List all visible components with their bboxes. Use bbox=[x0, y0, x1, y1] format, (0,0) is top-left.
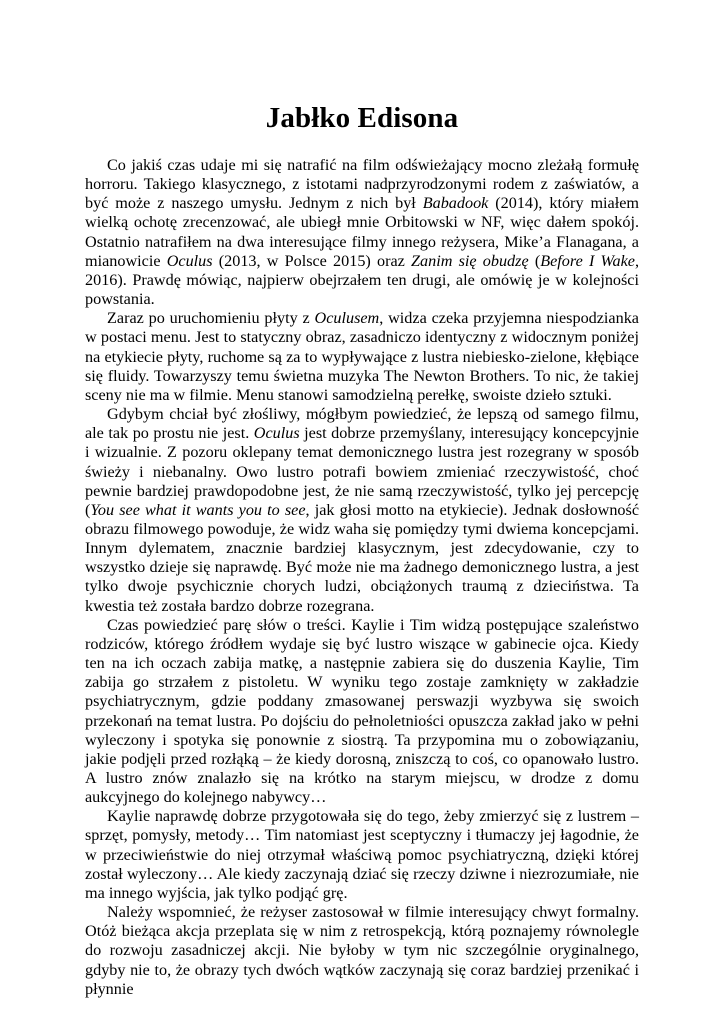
paragraph-text: jest dobrze przemyślany, interesujący koncepcyjnie i wizualnie. Z pozoru oklepany temat demonicznego lustra jest rozegrany w sposób świeży i niebanalny. Owo lustro potrafi bowiem zmieniać rzeczywistość, choć pewnie bardziej prawdopodobne jest, że nie samą rzeczywistość, tylko jej percepcję ( bbox=[85, 424, 639, 519]
italic-text: Before I Wake bbox=[540, 251, 635, 270]
paragraph-text: Zaraz po uruchomieniu płyty z bbox=[107, 309, 315, 328]
body-paragraph bbox=[85, 309, 639, 405]
paragraph-text: Kaylie naprawdę dobrze przygotowała się do tego, żeby zmierzyć się z lustrem – sprzęt, pomysły, metody… Tim natomiast jest sceptyczny i tłumaczy jej łagodnie, że w przeciwieństwie do niej otrzymał właściwą pomoc psychiatryczną, dzięki której został wyleczony… Ale kiedy zaczynają dziać się rzeczy dziwne i niezrozumiałe, nie ma innego wyjścia, jak tylko podjąć grę. bbox=[85, 807, 639, 902]
italic-text: Babadook bbox=[422, 194, 489, 213]
paragraph-text: , widza czeka przyjemna niespodzianka w postaci menu. Jest to statyczny obraz, zasadniczo identyczny z widocznym poniżej na etykiecie płyty, ruchome są za to wypływające z lustra niebiesko-zielone, kłębiące się fluidy. Towarzyszy temu świetna muzyka The Newton Brothers. To nic, że takiej sceny nie ma w filmie. Menu stanowi samodzielną perełkę, swoiste dzieło sztuki. bbox=[85, 309, 639, 404]
italic-text: Oculus bbox=[166, 251, 213, 270]
body-paragraph bbox=[85, 405, 639, 616]
body-paragraph bbox=[85, 156, 639, 309]
paragraph-text: ( bbox=[528, 251, 541, 270]
body-paragraph bbox=[85, 903, 639, 999]
paragraph-text: Czas powiedzieć parę słów o treści. Kaylie i Tim widzą postępujące szaleństwo rodziców, którego źródłem wydaje się być lustro wiszące w gabinecie ojca. Kiedy ten na ich oczach zabija matkę, a następnie zabiera się do duszenia Kaylie, Tim zabija go strzałem z pistoletu. W wyniku tego zostaje zamknięty w zakładzie psychiatrycznym, gdzie poddany zmasowanej perswazji wyzbywa się swoich przekonań na temat lustra. Po dojściu do pełnoletniości opuszcza zakład jako w pełni wyleczony i spotyka się ponownie z siostrą. Ta przypomina mu o zobowiązaniu, jakie podjęli przed rozłąką – że kiedy dorosną, zniszczą to coś, co opanowało lustro. A lustro znów znalazło się na krótko na starym miejscu, w drodze z domu aukcyjnego do kolejnego nabywcy… bbox=[85, 615, 639, 807]
italic-text: Oculusem bbox=[314, 309, 380, 328]
italic-text: Oculus bbox=[253, 424, 300, 443]
paragraph-text: Należy wspomnieć, że reżyser zastosował w filmie interesujący chwyt formalny. Otóż bieżąca akcja przeplata się w nim z retrospekcją, którą poznajemy równolegle do rozwoju zasadniczej akcji. Nie byłoby w tym nic szczególnie oryginalnego, gdyby nie to, że obrazy tych dwóch wątków zaczynają się coraz bardziej przenikać i płynnie bbox=[85, 903, 639, 998]
body-paragraph bbox=[85, 616, 639, 808]
italic-text: Zanim się obudzę bbox=[411, 251, 529, 270]
paragraph-text: (2014), który miałem wielką ochotę zrecenzować, ale ubiegł mnie Orbitowski w NF, więc dałem spokój. Ostatnio natrafiłem na dwa interesujące filmy innego reżysera, Mike’a Flanagana, a mianowicie bbox=[85, 194, 639, 270]
paragraph-text: (2013, w Polsce 2015) oraz bbox=[212, 251, 412, 270]
document-body bbox=[85, 156, 639, 999]
paragraph-text: Co jakiś czas udaje mi się natrafić na film odświeżający mocno zleżałą formułę horroru. Takiego klasycznego, z istotami nadprzyrodzonymi rodem z zaświatów, a być może z naszego umysłu. Jednym z nich był bbox=[85, 156, 639, 213]
document-title: Jabłko Edisona bbox=[265, 102, 459, 134]
body-paragraph bbox=[85, 807, 639, 903]
paragraph-text: , jak głosi motto na etykiecie). Jednak dosłowność obrazu filmowego powoduje, że widz waha się pomiędzy tymi dwiema koncepcjami. Innym dylematem, znacznie bardziej klasycznym, jest zdecydowanie, czy to wszystko dzieje się naprawdę. Być może nie ma żadnego demonicznego lustra, a jest tylko dwoje psychicznie chorych ludzi, obciążonych traumą z dzieciństwa. Ta kwestia też została bardzo dobrze rozegrana. bbox=[85, 500, 640, 615]
paragraph-text: Gdybym chciał być złośliwy, mógłbym powiedzieć, że lepszą od samego filmu, ale tak po prostu nie jest. bbox=[85, 405, 639, 443]
italic-text: You see what it wants you to see bbox=[90, 500, 306, 519]
paragraph-text: , 2016). Prawdę mówiąc, najpierw obejrzałem ten drugi, ale omówię je w kolejności powstania. bbox=[85, 251, 640, 309]
